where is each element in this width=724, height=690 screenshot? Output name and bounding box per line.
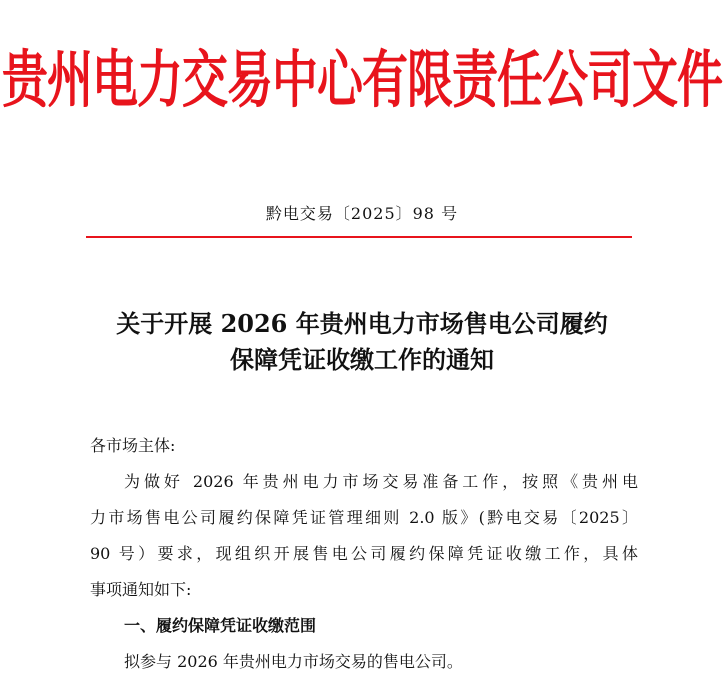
document-number: 黔电交易〔2025〕98 号 [265, 204, 459, 223]
salutation: 各市场主体: [90, 436, 176, 455]
notice-title-line-1: 关于开展 2026 年贵州电力市场售电公司履约 [116, 309, 608, 338]
document-header-title: 贵州电力交易中心有限责任公司文件 [2, 42, 722, 116]
notice-title [0, 306, 724, 378]
header-divider [86, 236, 632, 238]
paragraph-line-4: 事项通知如下: [90, 580, 192, 599]
paragraph-line-1: 为做好 2026 年贵州电力市场交易准备工作，按照《贵州电 [124, 472, 638, 491]
notice-title-line-2: 保障凭证收缴工作的通知 [230, 345, 494, 374]
notice-body [90, 428, 638, 680]
section-1-heading: 一、履约保障凭证收缴范围 [124, 616, 317, 635]
paragraph-line-2: 力市场售电公司履约保障凭证管理细则 2.0 版》(黔电交易〔2025〕 [90, 508, 638, 527]
section-1-text: 拟参与 2026 年贵州电力市场交易的售电公司。 [124, 652, 463, 671]
paragraph-line-3: 90 号）要求，现组织开展售电公司履约保障凭证收缴工作，具体 [90, 544, 638, 563]
